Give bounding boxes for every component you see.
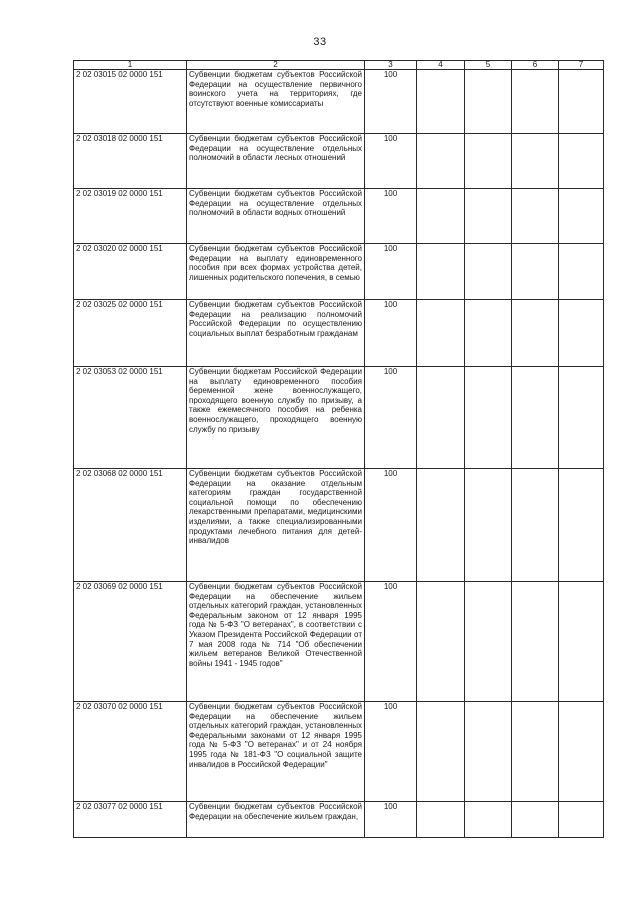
empty-cell	[512, 367, 559, 469]
row-value: 100	[365, 244, 417, 300]
empty-cell	[559, 702, 604, 802]
empty-cell	[417, 469, 465, 582]
row-description: Субвенции бюджетам субъектов Российской Федерации на осуществление отдельных полномочий в области лесных отношений	[187, 134, 365, 189]
empty-cell	[559, 469, 604, 582]
row-value: 100	[365, 189, 417, 244]
budget-table	[73, 60, 604, 838]
empty-cell	[465, 582, 512, 702]
row-value: 100	[365, 702, 417, 802]
empty-cell	[417, 300, 465, 367]
budget-code: 2 02 03018 02 0000 151	[74, 134, 187, 189]
empty-cell	[417, 189, 465, 244]
budget-code: 2 02 03019 02 0000 151	[74, 189, 187, 244]
empty-cell	[417, 70, 465, 134]
table-row	[74, 244, 604, 300]
row-value: 100	[365, 469, 417, 582]
empty-cell	[512, 469, 559, 582]
empty-cell	[417, 244, 465, 300]
empty-cell	[465, 70, 512, 134]
empty-cell	[465, 189, 512, 244]
page-number: 33	[313, 36, 327, 48]
empty-cell	[465, 367, 512, 469]
row-value: 100	[365, 802, 417, 838]
column-header-7: 7	[559, 61, 604, 70]
empty-cell	[417, 134, 465, 189]
row-description: Субвенции бюджетам субъектов Российской Федерации на реализацию полномочий Российской Федерации по осуществлению социальных выплат безработным гражданам	[187, 300, 365, 367]
empty-cell	[512, 582, 559, 702]
table-row	[74, 469, 604, 582]
empty-cell	[417, 702, 465, 802]
table-row	[74, 367, 604, 469]
budget-code: 2 02 03068 02 0000 151	[74, 469, 187, 582]
empty-cell	[465, 469, 512, 582]
empty-cell	[512, 702, 559, 802]
table-row	[74, 582, 604, 702]
table-row	[74, 702, 604, 802]
row-description: Субвенции бюджетам субъектов Российской Федерации на оказание отдельным категориям граждан государственной социальной помощи по обеспечению лекарственными препаратами, медицинскими изделиями, а также специализированными продуктами лечебного питания для детей-инвалидов	[187, 469, 365, 582]
column-header-1: 1	[74, 61, 187, 70]
empty-cell	[559, 70, 604, 134]
empty-cell	[559, 134, 604, 189]
column-header-3: 3	[365, 61, 417, 70]
column-header-6: 6	[512, 61, 559, 70]
empty-cell	[559, 244, 604, 300]
row-description: Субвенции бюджетам Российской Федерации на выплату единовременного пособия беременной жене военнослужащего, проходящего военную службу по призыву, а также ежемесячного пособия на ребенка военнослужащего, проходящего военную службу по призыву	[187, 367, 365, 469]
empty-cell	[465, 244, 512, 300]
budget-code: 2 02 03053 02 0000 151	[74, 367, 187, 469]
empty-cell	[417, 367, 465, 469]
table-header-row	[74, 61, 604, 70]
row-description: Субвенции бюджетам субъектов Российской Федерации на обеспечение жильем граждан,	[187, 802, 365, 838]
empty-cell	[417, 582, 465, 702]
empty-cell	[465, 702, 512, 802]
empty-cell	[465, 802, 512, 838]
empty-cell	[559, 300, 604, 367]
row-value: 100	[365, 367, 417, 469]
budget-code: 2 02 03020 02 0000 151	[74, 244, 187, 300]
table-row	[74, 134, 604, 189]
budget-code: 2 02 03070 02 0000 151	[74, 702, 187, 802]
row-description: Субвенции бюджетам субъектов Российской Федерации на осуществление первичного воинского учета на территориях, где отсутствуют военные комиссариаты	[187, 70, 365, 134]
empty-cell	[559, 367, 604, 469]
empty-cell	[417, 802, 465, 838]
empty-cell	[512, 300, 559, 367]
budget-code: 2 02 03069 02 0000 151	[74, 582, 187, 702]
empty-cell	[512, 134, 559, 189]
column-header-5: 5	[465, 61, 512, 70]
empty-cell	[512, 70, 559, 134]
row-value: 100	[365, 134, 417, 189]
empty-cell	[559, 802, 604, 838]
empty-cell	[512, 244, 559, 300]
budget-code: 2 02 03025 02 0000 151	[74, 300, 187, 367]
empty-cell	[512, 189, 559, 244]
budget-code: 2 02 03077 02 0000 151	[74, 802, 187, 838]
empty-cell	[559, 582, 604, 702]
table-row	[74, 300, 604, 367]
table-row	[74, 802, 604, 838]
column-header-2: 2	[187, 61, 365, 70]
table-row	[74, 189, 604, 244]
row-description: Субвенции бюджетам субъектов Российской Федерации на выплату единовременного пособия при всех формах устройства детей, лишенных родительского попечения, в семью	[187, 244, 365, 300]
budget-code: 2 02 03015 02 0000 151	[74, 70, 187, 134]
row-description: Субвенции бюджетам субъектов Российской Федерации на осуществление отдельных полномочий в области водных отношений	[187, 189, 365, 244]
row-value: 100	[365, 300, 417, 367]
empty-cell	[512, 802, 559, 838]
row-value: 100	[365, 582, 417, 702]
empty-cell	[465, 134, 512, 189]
column-header-4: 4	[417, 61, 465, 70]
row-value: 100	[365, 70, 417, 134]
table-row	[74, 70, 604, 134]
row-description: Субвенции бюджетам субъектов Российской Федерации на обеспечение жильем отдельных категорий граждан, установленных Федеральным законом от 12 января 1995 года № 5-ФЗ "О ветеранах", в соответствии с Указом Президента Российской Федерации от 7 мая 2008 года № 714 "Об обеспечении жильем ветеранов Великой Отечественной войны 1941 - 1945 годов"	[187, 582, 365, 702]
empty-cell	[465, 300, 512, 367]
row-description: Субвенции бюджетам субъектов Российской Федерации на обеспечение жильем отдельных категорий граждан, установленных Федеральными законами от 12 января 1995 года № 5-ФЗ "О ветеранах" и от 24 ноября 1995 года № 181-ФЗ "О социальной защите инвалидов в Российской Федерации"	[187, 702, 365, 802]
empty-cell	[559, 189, 604, 244]
